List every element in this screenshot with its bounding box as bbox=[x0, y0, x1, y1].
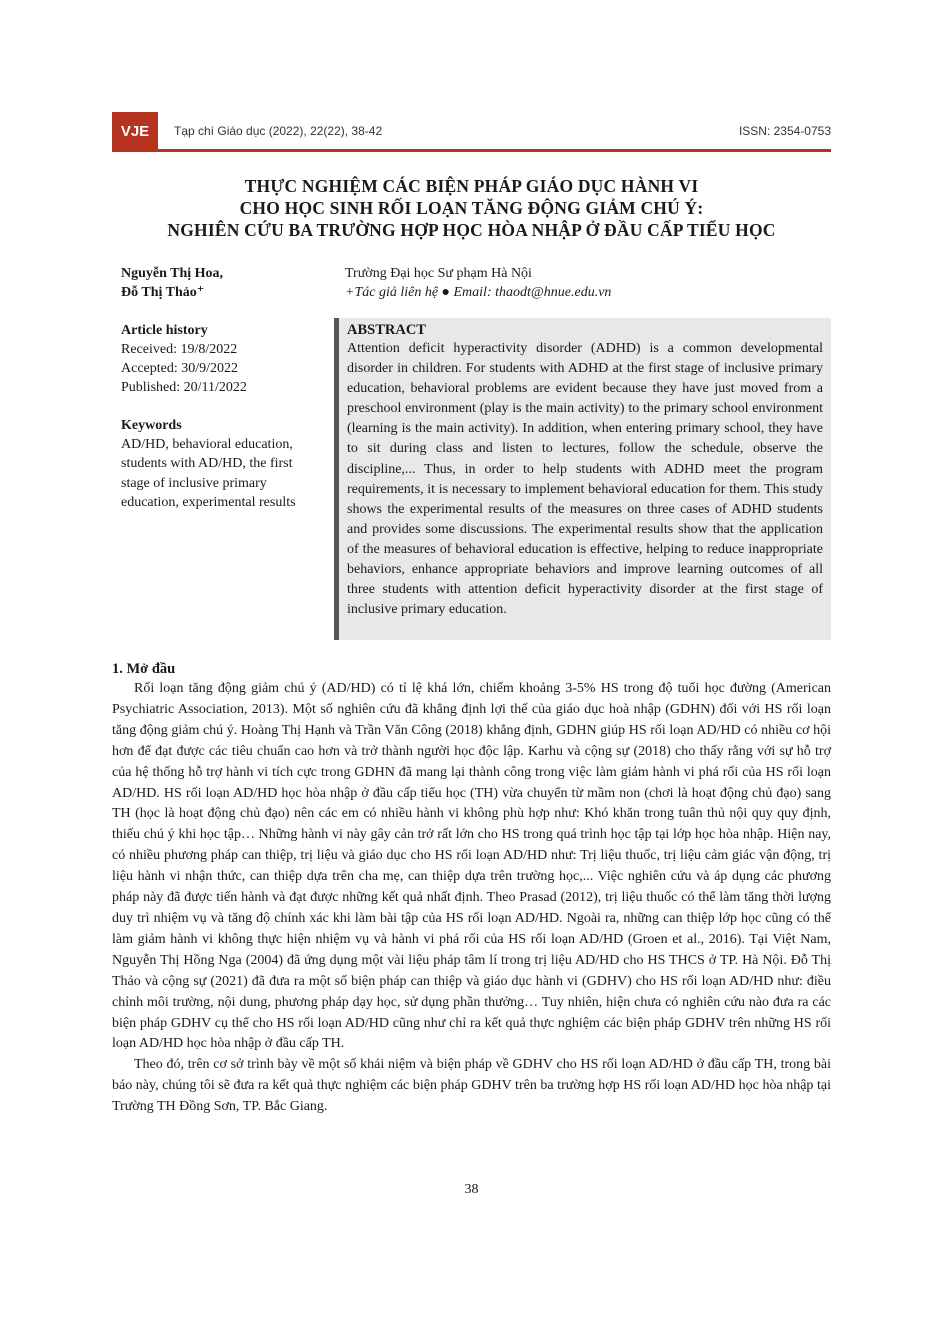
title-line-1: THỰC NGHIỆM CÁC BIỆN PHÁP GIÁO DỤC HÀNH VI bbox=[244, 176, 699, 196]
abstract-text: Attention deficit hyperactivity disorder (ADHD) is a common developmental disorder in children. For students with ADHD at the first stage of inclusive primary education, behavioral problems are evident because they have just moved from a preschool environment (play is the main activity) to the primary school environment (learning is the main activity). In addition, when entering primary school, they have to sit during class and listen to lectures, follow the schedule, observe the discipline,... Thus, in order to help students with ADHD meet the program requirements, it is necessary to implement behavioral education for them. This study shows the experimental results of the measures on three cases of ADHD students and provides some discussions. The experimental results show that the application of the measures of behavioral education is effective, helping to reduce inappropriate behaviors, enhance appropriate behaviors and improve learning outcomes of all three students with attention deficit hyperactivity disorder at the first stage of inclusive primary education. bbox=[347, 341, 823, 618]
journal-logo-badge: VJE bbox=[112, 112, 158, 150]
accepted-date: Accepted: 30/9/2022 bbox=[121, 361, 239, 376]
author-1: Nguyễn Thị Hoa, bbox=[121, 266, 224, 281]
author-2: Đỗ Thị Thảo⁺ bbox=[121, 285, 205, 300]
header-divider bbox=[112, 149, 831, 152]
keywords-block bbox=[121, 416, 321, 512]
received-date: Received: 19/8/2022 bbox=[121, 342, 238, 357]
article-title bbox=[112, 175, 831, 241]
section-heading: 1. Mở đầu bbox=[112, 661, 176, 677]
intro-paragraph-1: Rối loạn tăng động giảm chú ý (AD/HD) có tỉ lệ khá lớn, chiếm khoảng 3-5% HS trong độ tuổi học đường (American Psychiatric Association, 2013). Một số nghiên cứu đã khẳng định lợi thế của giáo dục hoà nhập (GDHN) đối với HS rối loạn tăng động giảm chú ý. Hoàng Thị Hạnh và Trần Văn Công (2018) khẳng định, GDHN giúp HS rối loạn AD/HD có nhiều cơ hội hơn để đạt được các tiêu chuẩn cao hơn và trở thành người học độc lập. Karhu và cộng sự (2018) cho thấy rằng với sự hỗ trợ của hệ thống hỗ trợ hành vi tích cực trong GDHN đã mang lại thành công trong việc làm giảm hành vi phá rối của HS rối loạn AD/HD. HS rối loạn AD/HD học hòa nhập ở đầu cấp tiểu học (TH) vừa chuyển từ mầm non (chơi là hoạt động chủ đạo) sang TH (học là hoạt động chủ đạo) nên các em có nhiều hành vi không phù hợp như: Khó khăn trong tuân thủ nội quy quy định, thiếu chú ý khi học tập… Những hành vi này gây cản trở rất lớn cho HS trong quá trình học tập tại lớp học hòa nhập. Hiện nay, có nhiều phương pháp can thiệp, trị liệu và giáo dục cho HS rối loạn AD/HD như: Trị liệu thuốc, trị liệu cảm giác vận động, trị liệu hành vi nhận thức, can thiệp dựa trên cha mẹ, can thiệp dựa trên trường học,... Việc nghiên cứu và áp dụng các phương pháp này đã được tiến hành và đạt được những kết quả nhất định. Theo Prasad (2012), trị liệu thuốc có thể làm tăng thời lượng duy trì nhiệm vụ và tăng độ chính xác khi làm bài tập của HS rối loạn AD/HD. Ngoài ra, những can thiệp lớp học cũng có thể làm giảm hành vi không thực hiện nhiệm vụ và hành vi phá rối của HS rối loạn AD/HD (Groen et al., 2016). Tại Việt Nam, Nguyễn Thị Hồng Nga (2004) đã ứng dụng một vài liệu pháp tâm lí trong trị liệu AD/HD cho HS THCS ở TP. Hà Nội. Đỗ Thị Thảo và cộng sự (2021) đã đưa ra một số biện pháp can thiệp và giáo dục hành vi (GDHV) cho HS rối loạn AD/HD như: điều chỉnh môi trường, nội dung, phương pháp dạy học, sử dụng phần thưởng… Tuy nhiên, hiện chưa có nghiên cứu nào đưa ra các biện pháp GDHV cụ thể cho HS rối loạn AD/HD cũng như chỉ ra kết quả thực nghiệm các biện pháp GDHV trên những HS rối loạn AD/HD học hòa nhập ở đầu cấp TH. bbox=[112, 681, 831, 1052]
affiliation-contact: +Tác giả liên hệ ● Email: thaodt@hnue.edu.vn bbox=[345, 285, 612, 300]
published-date: Published: 20/11/2022 bbox=[121, 380, 247, 395]
keywords-heading: Keywords bbox=[121, 418, 182, 433]
journal-reference: Tạp chí Giáo dục (2022), 22(22), 38-42 bbox=[174, 124, 383, 138]
abstract-heading: ABSTRACT bbox=[347, 322, 426, 338]
affiliation bbox=[345, 264, 611, 302]
keywords-text: AD/HD, behavioral education, students with AD/HD, the first stage of inclusive primary education, experimental results bbox=[121, 437, 296, 510]
article-history-heading: Article history bbox=[121, 323, 208, 338]
intro-paragraph-2: Theo đó, trên cơ sở trình bày về một số khái niệm và biện pháp về GDHV cho HS rối loạn AD/HD ở đầu cấp TH, trong bài báo này, chúng tôi sẽ đưa ra kết quả thực nghiệm các biện pháp GDHV trên ba trường hợp HS rối loạn AD/HD học hòa nhập tại Trường TH Đồng Sơn, TP. Bắc Giang. bbox=[112, 1057, 831, 1115]
affiliation-institution: Trường Đại học Sư phạm Hà Nội bbox=[345, 266, 532, 281]
abstract-box bbox=[334, 318, 831, 640]
issn-label: ISSN: 2354-0753 bbox=[738, 124, 831, 138]
author-list bbox=[121, 264, 223, 302]
article-history bbox=[121, 321, 247, 397]
journal-header bbox=[112, 112, 831, 150]
section-introduction bbox=[112, 660, 831, 1118]
title-line-2: CHO HỌC SINH RỐI LOẠN TĂNG ĐỘNG GIẢM CHÚ Ý: bbox=[239, 198, 704, 218]
title-line-3: NGHIÊN CỨU BA TRƯỜNG HỢP HỌC HÒA NHẬP Ở ĐẦU CẤP TIỂU HỌC bbox=[167, 220, 776, 240]
page-number: 38 bbox=[464, 1182, 479, 1197]
